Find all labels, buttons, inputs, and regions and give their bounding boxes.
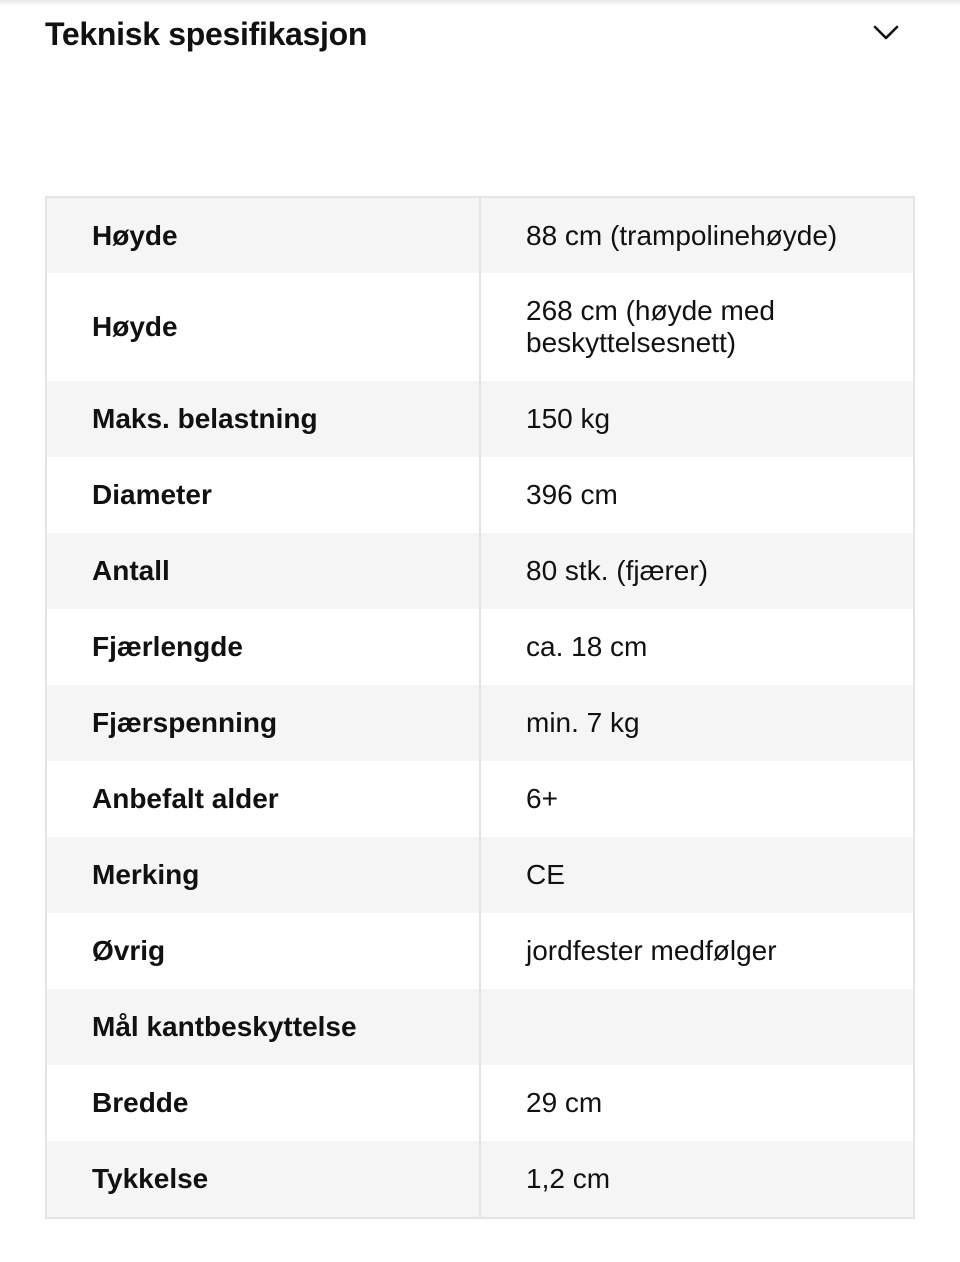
table-row: [46, 837, 914, 913]
table-row: [46, 197, 914, 273]
table-row: [46, 273, 914, 381]
spec-value: 150 kg: [480, 381, 914, 457]
spec-value: 268 cm (høyde med beskyttelsesnett): [480, 273, 914, 381]
spec-value: 88 cm (trampolinehøyde): [480, 197, 914, 273]
spec-table: [45, 196, 915, 1219]
spec-value: 6+: [480, 761, 914, 837]
spec-value: CE: [480, 837, 914, 913]
spec-value: 80 stk. (fjærer): [480, 533, 914, 609]
spec-value: ca. 18 cm: [480, 609, 914, 685]
spec-label: Høyde: [46, 273, 480, 381]
table-row: [46, 761, 914, 837]
spec-label: Anbefalt alder: [46, 761, 480, 837]
spec-value: [480, 989, 914, 1065]
accordion-title: Teknisk spesifikasjon: [45, 16, 368, 52]
table-row: [46, 989, 914, 1065]
chevron-down-icon[interactable]: [870, 20, 902, 44]
table-row: [46, 609, 914, 685]
spec-value: min. 7 kg: [480, 685, 914, 761]
spec-label: Høyde: [46, 197, 480, 273]
spec-label: Tykkelse: [46, 1141, 480, 1218]
table-row: [46, 685, 914, 761]
spec-label: Merking: [46, 837, 480, 913]
spec-label: Maks. belastning: [46, 381, 480, 457]
spec-label: Øvrig: [46, 913, 480, 989]
table-row: [46, 457, 914, 533]
spec-label: Antall: [46, 533, 480, 609]
spec-value: jordfester medfølger: [480, 913, 914, 989]
table-row: [46, 533, 914, 609]
spec-label: Diameter: [46, 457, 480, 533]
table-row: [46, 1065, 914, 1141]
spec-label: Fjærspenning: [46, 685, 480, 761]
spec-value: 29 cm: [480, 1065, 914, 1141]
table-row: [46, 381, 914, 457]
table-row: [46, 913, 914, 989]
spec-label: Fjærlengde: [46, 609, 480, 685]
spec-value: 1,2 cm: [480, 1141, 914, 1218]
spec-value: 396 cm: [480, 457, 914, 533]
spec-label: Bredde: [46, 1065, 480, 1141]
spec-label: Mål kantbeskyttelse: [46, 989, 480, 1065]
accordion-header-technical-spec[interactable]: [0, 0, 960, 70]
table-row: [46, 1141, 914, 1218]
